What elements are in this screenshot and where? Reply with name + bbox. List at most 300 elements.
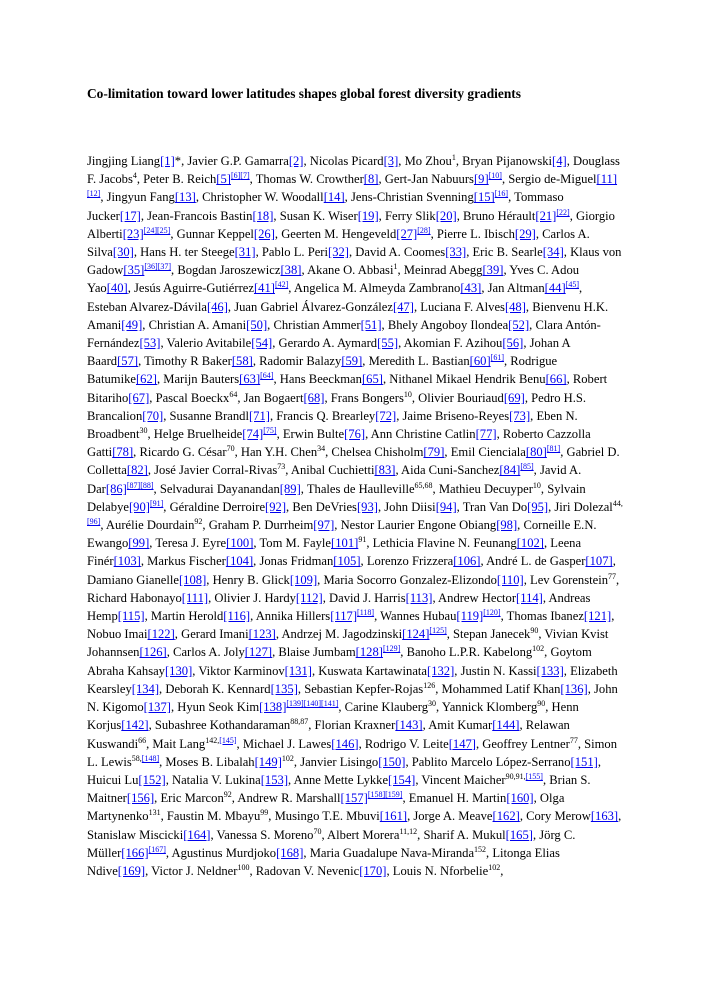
author-text: , Nicolas Picard xyxy=(303,154,384,168)
affiliation-superscript-link[interactable]: [125] xyxy=(429,626,447,636)
affiliation-superscript: 30 xyxy=(428,699,437,709)
affiliation-link[interactable]: [70] xyxy=(142,408,164,423)
author-text: , Javid A. Dar xyxy=(87,463,582,496)
affiliation-link[interactable]: [93] xyxy=(356,499,378,514)
affiliation-link[interactable]: [127] xyxy=(244,645,273,660)
author-text: , Roberto Cazzolla Gatti xyxy=(87,427,591,460)
affiliation-link[interactable]: [143] xyxy=(395,718,423,733)
affiliation-superscript-link[interactable]: [81] xyxy=(546,444,561,454)
affiliation-superscript: 142, xyxy=(205,735,220,745)
affiliation-link[interactable]: [23] xyxy=(122,226,144,241)
affiliation-link[interactable]: [113] xyxy=(405,590,433,605)
affiliation-link[interactable]: [142] xyxy=(121,718,149,733)
affiliation-link[interactable]: [35] xyxy=(123,263,145,278)
author-text: , Douglass F. Jacobs xyxy=(87,154,620,187)
affiliation-superscript xyxy=(140,481,153,490)
author-text: , Olivier Bouriaud xyxy=(411,390,504,405)
author-list xyxy=(87,152,623,880)
affiliation-superscript xyxy=(321,699,338,708)
author-text: , Martin Herold xyxy=(144,609,224,624)
affiliation-link[interactable]: [136] xyxy=(560,681,588,696)
affiliation-link[interactable]: [157] xyxy=(340,791,368,806)
affiliation-superscript-link[interactable]: [129] xyxy=(382,644,401,654)
affiliation-link[interactable]: [168] xyxy=(276,845,304,860)
affiliation-link[interactable]: [11] xyxy=(596,172,618,187)
author-text: , Olivier J. Hardy xyxy=(208,590,296,605)
affiliation-link[interactable]: [58] xyxy=(231,354,253,369)
author-text: , Mohammed Latif Khan xyxy=(435,681,561,696)
author-text: , Jingyun Fang xyxy=(100,190,175,205)
affiliation-link[interactable]: [146] xyxy=(331,736,359,751)
author-text: , Nobuo Imai xyxy=(87,609,615,642)
affiliation-link[interactable]: [147] xyxy=(448,736,476,751)
affiliation-link[interactable]: [122] xyxy=(147,627,175,642)
affiliation-superscript: 1 xyxy=(393,262,398,272)
affiliation-link[interactable]: [34] xyxy=(542,245,564,260)
affiliation-link[interactable]: [5] xyxy=(216,172,231,187)
author-text: , Amit Kumar xyxy=(422,718,493,733)
affiliation-link[interactable]: [86] xyxy=(105,481,127,496)
affiliation-link[interactable]: [110] xyxy=(496,572,524,587)
affiliation-link[interactable]: [19] xyxy=(357,208,379,223)
affiliation-superscript-link[interactable]: [45] xyxy=(565,280,579,290)
author-text: , Agustinus Murdjoko xyxy=(165,845,277,860)
author-text: , Tom M. Fayle xyxy=(253,536,332,551)
affiliation-link[interactable]: [166] xyxy=(121,845,149,860)
author-text: , Andreas Hemp xyxy=(87,590,591,624)
affiliation-superscript-link[interactable]: [28] xyxy=(417,225,431,235)
affiliation-link[interactable]: [82] xyxy=(126,463,148,478)
author-text: , Stanislaw Miscicki xyxy=(87,809,622,842)
affiliation-link[interactable]: [74] xyxy=(242,427,264,442)
affiliation-link[interactable]: [46] xyxy=(206,299,228,314)
affiliation-link[interactable]: [114] xyxy=(516,590,543,605)
affiliation-link[interactable]: [162] xyxy=(492,809,520,824)
affiliation-link[interactable]: [67] xyxy=(128,390,150,405)
author-text: , Eric Marcon xyxy=(154,791,224,806)
affiliation-link[interactable]: [100] xyxy=(226,536,254,551)
affiliation-link[interactable]: [53] xyxy=(139,336,161,351)
author-text: , Henn Korjus xyxy=(87,700,579,733)
author-text: , Akane O. Abbasi xyxy=(301,263,394,278)
author-text: , Natalia V. Lukina xyxy=(165,772,261,787)
affiliation-link[interactable]: [73] xyxy=(509,408,531,423)
affiliation-link[interactable]: [106] xyxy=(453,554,481,569)
affiliation-link[interactable]: [133] xyxy=(536,663,564,678)
affiliation-superscript: 10 xyxy=(403,389,412,399)
affiliation-superscript: 91 xyxy=(358,535,367,545)
affiliation-link[interactable]: [144] xyxy=(492,718,520,733)
affiliation-superscript-link[interactable]: [61] xyxy=(490,353,504,363)
affiliation-link[interactable]: [47] xyxy=(392,299,414,314)
affiliation-link[interactable]: [92] xyxy=(265,499,287,514)
affiliation-link[interactable]: [41] xyxy=(253,281,275,296)
affiliation-superscript: 1 xyxy=(451,153,456,162)
affiliation-link[interactable]: [111] xyxy=(181,590,209,605)
affiliation-link[interactable]: [83] xyxy=(374,463,396,478)
affiliation-superscript: 102 xyxy=(532,644,545,654)
author-text: , Richard Habonayo xyxy=(87,572,620,605)
affiliation-link[interactable]: [27] xyxy=(396,226,418,241)
affiliation-link[interactable]: [63] xyxy=(239,372,261,387)
affiliation-superscript xyxy=(286,699,303,708)
affiliation-link[interactable]: [29] xyxy=(514,226,536,241)
author-text: , Henry B. Glick xyxy=(206,572,290,587)
author-text: , Jonas Fridman xyxy=(253,554,334,569)
author-text: , Musingo T.E. Mbuvi xyxy=(268,809,380,824)
affiliation-link[interactable]: [134] xyxy=(131,681,160,696)
affiliation-superscript-link[interactable]: [96] xyxy=(87,517,101,527)
affiliation-superscript: 73 xyxy=(277,462,286,472)
affiliation-link[interactable]: [14] xyxy=(323,190,345,205)
affiliation-superscript-link[interactable]: [158] xyxy=(367,790,386,800)
author-text: , Tran Van Do xyxy=(456,499,528,514)
affiliation-link[interactable]: [117] xyxy=(330,609,358,624)
affiliation-link[interactable]: [76] xyxy=(344,427,366,442)
author-text: , Stepan Janecek xyxy=(446,627,531,642)
affiliation-link[interactable]: [170] xyxy=(359,863,387,878)
affiliation-link[interactable]: [109] xyxy=(289,572,318,587)
author-text: , Thomas W. Crowther xyxy=(249,172,364,187)
author-text: , Graham P. Durrheim xyxy=(202,518,314,533)
affiliation-link[interactable]: [97] xyxy=(313,518,335,533)
affiliation-link[interactable]: [20] xyxy=(435,208,457,223)
affiliation-superscript: 102 xyxy=(281,753,294,763)
author-text: , Vivian Kvist Johannsen xyxy=(87,627,609,660)
affiliation-link[interactable]: [60] xyxy=(469,354,491,369)
affiliation-superscript-link[interactable]: [6] xyxy=(230,171,241,181)
affiliation-link[interactable]: [165] xyxy=(505,827,533,842)
affiliation-link[interactable]: [2] xyxy=(288,154,304,168)
affiliation-superscript xyxy=(489,171,502,180)
author-text: , Carlos A. Silva xyxy=(87,226,590,260)
affiliation-superscript-link[interactable]: [7] xyxy=(240,171,250,181)
author-text: , Hyun Seok Kim xyxy=(170,700,260,715)
affiliation-link[interactable]: [151] xyxy=(570,754,598,769)
affiliation-superscript-link[interactable]: [25] xyxy=(157,225,171,235)
affiliation-link[interactable]: [119] xyxy=(456,609,484,624)
author-text: , Christian A. Amani xyxy=(142,317,247,332)
affiliation-link[interactable]: [62] xyxy=(135,372,157,387)
affiliation-link[interactable]: [116] xyxy=(223,609,251,624)
affiliation-link[interactable]: [150] xyxy=(378,754,406,769)
author-text: , Maria Socorro Gonzalez-Elizondo xyxy=(317,572,497,587)
affiliation-superscript xyxy=(357,608,374,617)
affiliation-link[interactable]: [9] xyxy=(473,172,489,187)
affiliation-link[interactable]: [32] xyxy=(328,245,349,260)
affiliation-link[interactable]: [40] xyxy=(106,281,128,296)
affiliation-link[interactable]: [66] xyxy=(545,372,567,387)
author-text: , Jörg C. Müller xyxy=(87,827,576,860)
affiliation-superscript-link[interactable]: [22] xyxy=(556,207,570,217)
affiliation-link[interactable]: [57] xyxy=(117,354,139,369)
affiliation-link[interactable]: [71] xyxy=(248,408,270,423)
author-text: , Giorgio Alberti xyxy=(87,208,615,241)
affiliation-link[interactable]: [131] xyxy=(284,663,312,678)
affiliation-superscript-link[interactable]: [75] xyxy=(263,426,277,436)
author-text: , Justin N. Kassi xyxy=(454,663,537,678)
author-text: , Christopher W. Woodall xyxy=(195,190,324,205)
affiliation-link[interactable]: [80] xyxy=(525,445,547,460)
affiliation-link[interactable]: [44] xyxy=(544,281,566,296)
author-text: , Gerard Imani xyxy=(174,627,249,642)
affiliation-link[interactable]: [160] xyxy=(506,791,534,806)
affiliation-superscript: 70 xyxy=(313,826,322,836)
affiliation-link[interactable]: [153] xyxy=(260,772,289,787)
affiliation-link[interactable]: [84] xyxy=(499,463,521,478)
affiliation-link[interactable]: [103] xyxy=(113,554,141,569)
affiliation-link[interactable]: [13] xyxy=(174,190,196,205)
affiliation-link[interactable]: [169] xyxy=(117,863,146,878)
author-text: , Gert-Jan Nabuurs xyxy=(378,172,474,187)
affiliation-link[interactable]: [101] xyxy=(331,536,359,551)
affiliation-link[interactable]: [54] xyxy=(251,336,273,351)
affiliation-link[interactable]: [26] xyxy=(253,226,275,241)
affiliation-superscript-link[interactable]: [140] xyxy=(303,699,322,709)
affiliation-superscript-link[interactable]: [16] xyxy=(494,189,509,199)
affiliation-link[interactable]: [18] xyxy=(252,208,274,223)
affiliation-link[interactable]: [94] xyxy=(435,499,457,514)
affiliation-superscript-link[interactable]: [64] xyxy=(260,371,274,381)
affiliation-link[interactable]: [17] xyxy=(119,208,141,223)
affiliation-link[interactable]: [105] xyxy=(333,554,361,569)
author-text: , Ricardo G. César xyxy=(133,445,227,460)
affiliation-link[interactable]: [164] xyxy=(183,827,211,842)
affiliation-link[interactable]: [72] xyxy=(375,408,397,423)
author-text: , Nithanel Mikael Hendrik Benu xyxy=(382,372,546,387)
author-text: , Elizabeth Kearsley xyxy=(87,663,618,696)
affiliation-link[interactable]: [135] xyxy=(270,681,298,696)
affiliation-superscript-link[interactable]: [118] xyxy=(357,608,375,618)
affiliation-link[interactable]: [149] xyxy=(254,754,282,769)
author-text: , Simon L. Lewis xyxy=(87,736,618,769)
affiliation-superscript: 66 xyxy=(138,735,147,745)
affiliation-link[interactable]: [1] xyxy=(160,154,175,168)
affiliation-link[interactable]: [126] xyxy=(139,645,167,660)
affiliation-link[interactable]: [50] xyxy=(246,317,268,332)
affiliation-link[interactable]: [43] xyxy=(460,281,482,296)
affiliation-superscript: 88,87 xyxy=(290,717,309,727)
affiliation-link[interactable]: [152] xyxy=(138,772,166,787)
author-text: , Albert Morera xyxy=(321,827,400,842)
author-text: , Faustin M. Mbayu xyxy=(160,809,261,824)
author-text: , Andrew R. Marshall xyxy=(231,791,341,806)
affiliation-link[interactable]: [102] xyxy=(516,536,544,551)
affiliation-link[interactable]: [78] xyxy=(112,445,134,460)
affiliation-link[interactable]: [69] xyxy=(503,390,525,405)
affiliation-link[interactable]: [77] xyxy=(475,427,497,442)
affiliation-link[interactable]: [89] xyxy=(279,481,301,496)
author-text: , Geoffrey Lentner xyxy=(476,736,570,751)
affiliation-superscript-link[interactable]: [42] xyxy=(274,280,289,290)
affiliation-superscript xyxy=(385,790,402,799)
affiliation-link[interactable]: [138] xyxy=(259,700,287,715)
author-text: , Emanuel H. Martin xyxy=(402,791,507,806)
affiliation-superscript-link[interactable]: [24] xyxy=(143,225,157,235)
author-text: , David J. Harris xyxy=(322,590,406,605)
author-text: , Pablito Marcelo López-Serrano xyxy=(405,754,571,769)
author-text: , xyxy=(500,863,504,878)
author-text: , Thomas Ibanez xyxy=(500,609,584,624)
author-text: , Susanne Brandl xyxy=(163,408,249,423)
affiliation-link[interactable]: [21] xyxy=(535,208,557,223)
affiliation-superscript-link[interactable]: [155] xyxy=(525,771,543,781)
affiliation-superscript xyxy=(87,517,100,526)
affiliation-link[interactable]: [163] xyxy=(590,809,619,824)
affiliation-link[interactable]: [4] xyxy=(552,154,567,168)
author-text: , Cory Merow xyxy=(519,809,591,824)
affiliation-link[interactable]: [156] xyxy=(126,791,155,806)
author-text: , Ferry Slik xyxy=(378,208,436,223)
author-text: , Emil Cienciala xyxy=(444,445,526,460)
affiliation-link[interactable]: [90] xyxy=(128,499,150,514)
author-text: , Francis Q. Brearley xyxy=(269,408,376,423)
affiliation-link[interactable]: [48] xyxy=(504,299,526,314)
affiliation-link[interactable]: [56] xyxy=(502,336,524,351)
affiliation-link[interactable]: [123] xyxy=(248,627,276,642)
affiliation-link[interactable]: [38] xyxy=(280,263,302,278)
author-text: , Marijn Bauters xyxy=(156,372,240,387)
author-text: , Bhely Angoboy Ilondea xyxy=(381,317,509,332)
author-text: , Timothy R Baker xyxy=(138,354,232,369)
affiliation-superscript xyxy=(520,462,533,471)
affiliation-link[interactable]: [130] xyxy=(164,663,193,678)
author-text: , Blaise Jumbam xyxy=(272,645,356,660)
author-text: , Leena Finér xyxy=(87,536,582,569)
affiliation-link[interactable]: [161] xyxy=(379,809,408,824)
affiliation-link[interactable]: [124] xyxy=(402,627,430,642)
author-text: , Radomir Balazy xyxy=(252,354,342,369)
affiliation-superscript-link[interactable]: [120] xyxy=(483,608,501,618)
affiliation-superscript: 131 xyxy=(148,808,161,818)
affiliation-superscript xyxy=(240,171,249,180)
author-text: , Jesús Aguirre-Gutiérrez xyxy=(127,281,254,296)
affiliation-superscript xyxy=(87,189,100,198)
author-text: , Corneille E.N. Ewango xyxy=(87,518,597,551)
author-text: , Jan Bogaert xyxy=(237,390,304,405)
affiliation-link[interactable]: [128] xyxy=(355,645,383,660)
affiliation-superscript-link[interactable]: [145] xyxy=(219,735,237,745)
affiliation-link[interactable]: [52] xyxy=(508,317,530,332)
affiliation-link[interactable]: [15] xyxy=(473,190,495,205)
affiliation-link[interactable]: [154] xyxy=(388,772,416,787)
affiliation-link[interactable]: [95] xyxy=(527,499,549,514)
author-text: , Klaus von Gadow xyxy=(87,245,622,278)
affiliation-link[interactable]: [132] xyxy=(427,663,455,678)
affiliation-link[interactable]: [49] xyxy=(121,317,143,332)
author-text: , Aida Cuni-Sanchez xyxy=(395,463,500,478)
author-text: , Helge Bruelheide xyxy=(147,427,243,442)
author-text: , Meinrad Abegg xyxy=(397,263,483,278)
author-text: , Sergio de-Miguel xyxy=(501,172,597,187)
author-text: , Bryan Pijanowski xyxy=(455,154,553,168)
affiliation-link[interactable]: [59] xyxy=(341,354,363,369)
author-text: , Lethicia Flavine N. Feunang xyxy=(366,536,517,551)
affiliation-superscript-link[interactable]: [148] xyxy=(141,753,160,763)
affiliation-superscript xyxy=(263,426,276,435)
affiliation-link[interactable]: [55] xyxy=(377,336,399,351)
author-text: , Andrew Hector xyxy=(432,590,517,605)
affiliation-superscript xyxy=(547,444,560,453)
author-text: , Juan Gabriel Álvarez-González xyxy=(227,299,393,314)
author-text: , Geerten M. Hengeveld xyxy=(274,226,397,241)
affiliation-superscript: 152 xyxy=(474,844,487,854)
affiliation-superscript-link[interactable]: [10] xyxy=(488,171,502,181)
affiliation-link[interactable]: [104] xyxy=(225,554,254,569)
affiliation-superscript: 65,68 xyxy=(414,480,433,490)
affiliation-link[interactable]: [107] xyxy=(585,554,613,569)
affiliation-superscript: 30 xyxy=(139,426,148,436)
author-text: , Jens-Christian Svenning xyxy=(344,190,474,205)
affiliation-superscript xyxy=(429,626,446,635)
affiliation-link[interactable]: [51] xyxy=(360,317,382,332)
affiliation-superscript-link[interactable]: [167] xyxy=(148,844,166,854)
affiliation-superscript-link[interactable]: [37] xyxy=(157,262,172,272)
author-text: , John Diisi xyxy=(377,499,436,514)
author-text: , Christian Ammer xyxy=(267,317,361,332)
affiliation-link[interactable]: [30] xyxy=(112,245,134,260)
affiliation-link[interactable]: [39] xyxy=(482,263,504,278)
affiliation-superscript-link[interactable]: [36] xyxy=(144,262,158,272)
affiliation-superscript: 102 xyxy=(488,862,501,872)
author-text: , Clara Antón-Fernández xyxy=(87,317,601,351)
affiliation-link[interactable]: [79] xyxy=(423,445,445,460)
affiliation-link[interactable]: [121] xyxy=(583,609,612,624)
affiliation-link[interactable]: [115] xyxy=(117,609,145,624)
author-text: , Yves C. Adou Yao xyxy=(87,263,580,296)
author-text: , Vincent Maicher xyxy=(415,772,506,787)
author-text: , Géraldine Derroire xyxy=(163,499,266,514)
author-text: , Valerio Avitabile xyxy=(160,336,252,351)
affiliation-superscript-link[interactable]: [12] xyxy=(87,189,101,199)
affiliation-link[interactable]: [99] xyxy=(128,536,150,551)
affiliation-link[interactable]: [112] xyxy=(295,590,323,605)
author-text: , Anibal Cuchietti xyxy=(285,463,375,478)
author-text: , Mo Zhou xyxy=(398,154,452,168)
affiliation-superscript-link[interactable]: [85] xyxy=(520,462,534,472)
affiliation-superscript-link[interactable]: [159] xyxy=(385,790,403,800)
author-text: , Sylvain Delabye xyxy=(87,481,586,514)
affiliation-link[interactable]: [31] xyxy=(234,245,256,260)
affiliation-link[interactable]: [65] xyxy=(361,372,383,387)
affiliation-link[interactable]: [108] xyxy=(178,572,207,587)
author-text: , Sharif A. Mukul xyxy=(417,827,506,842)
affiliation-superscript xyxy=(495,189,508,198)
author-text: , Hans H. ter Steege xyxy=(133,245,235,260)
author-text: , Ann Christine Catlin xyxy=(365,427,476,442)
author-text: , Lev Gorenstein xyxy=(523,572,608,587)
affiliation-link[interactable]: [68] xyxy=(303,390,325,405)
affiliation-link[interactable]: [33] xyxy=(445,245,467,260)
affiliation-link[interactable]: [137] xyxy=(143,700,171,715)
author-text: , Annika Hillers xyxy=(250,609,331,624)
affiliation-link[interactable]: [98] xyxy=(496,518,518,533)
author-text: , Ben DeVries xyxy=(286,499,357,514)
affiliation-superscript-link[interactable]: [141] xyxy=(321,699,339,709)
affiliation-superscript-link[interactable]: [139] xyxy=(286,699,304,709)
author-text: , Jorge A. Meave xyxy=(407,809,493,824)
affiliation-superscript: 77 xyxy=(569,735,578,745)
affiliation-superscript xyxy=(275,280,288,289)
affiliation-link[interactable]: [3] xyxy=(383,154,399,168)
author-text: , Eric B. Searle xyxy=(466,245,543,260)
author-text: , Kuswata Kartawinata xyxy=(311,663,428,678)
affiliation-superscript-link[interactable]: [88] xyxy=(140,480,154,490)
affiliation-link[interactable]: [8] xyxy=(363,172,379,187)
affiliation-superscript-link[interactable]: [87] xyxy=(126,480,141,490)
author-text: , Gerardo A. Aymard xyxy=(272,336,378,351)
affiliation-superscript-link[interactable]: [91] xyxy=(149,498,164,508)
